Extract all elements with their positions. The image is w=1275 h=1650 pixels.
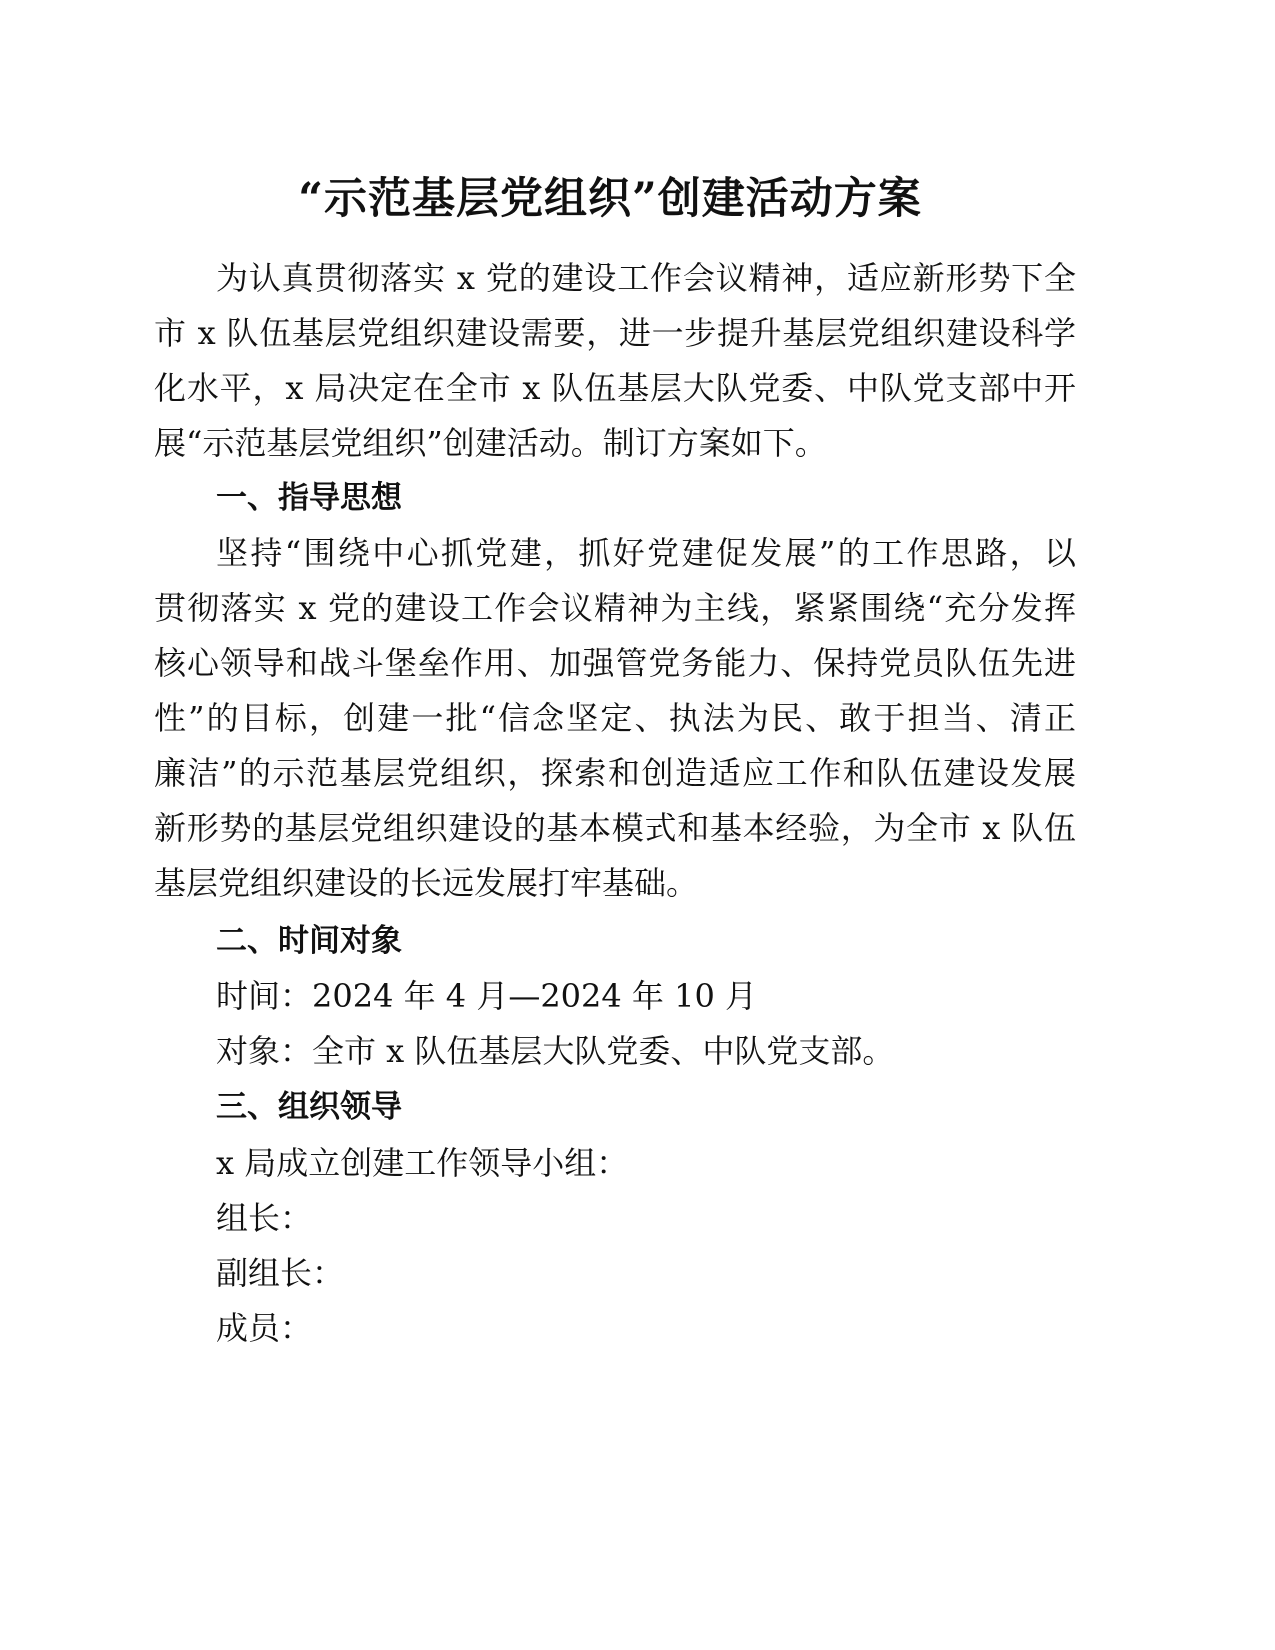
section1-line-3: 核心领导和战斗堡垒作用、加强管党务能力、保持党员队伍先进 <box>154 644 1076 682</box>
section-heading-time-target: 二、时间对象 <box>216 923 402 959</box>
section1-line-1: 坚持“围绕中心抓党建，抓好党建促发展”的工作思路，以 <box>216 534 1076 572</box>
section1-line-2: 贯彻落实 x 党的建设工作会议精神为主线，紧紧围绕“充分发挥 <box>154 589 1076 627</box>
intro-line-1: 为认真贯彻落实 x 党的建设工作会议精神，适应新形势下全 <box>216 259 1076 297</box>
section1-line-7: 基层党组织建设的长远发展打牢基础。 <box>154 864 699 902</box>
time-line: 时间：2024 年 4 月—2024 年 10 月 <box>216 977 757 1015</box>
group-leader-line: 组长： <box>216 1199 313 1237</box>
section1-line-5: 廉洁”的示范基层党组织，探索和创造适应工作和队伍建设发展 <box>154 754 1076 792</box>
document-title: “示范基层党组织”创建活动方案 <box>298 174 922 224</box>
section1-line-6: 新形势的基层党组织建设的基本模式和基本经验，为全市 x 队伍 <box>154 809 1076 847</box>
members-line: 成员： <box>216 1309 313 1347</box>
section1-line-4: 性”的目标，创建一批“信念坚定、执法为民、敢于担当、清正 <box>154 699 1076 737</box>
section-heading-guiding-ideology: 一、指导思想 <box>216 480 402 516</box>
target-line: 对象：全市 x 队伍基层大队党委、中队党支部。 <box>216 1032 895 1070</box>
intro-line-3: 化水平，x 局决定在全市 x 队伍基层大队党委、中队党支部中开 <box>154 369 1076 407</box>
leading-group-intro: x 局成立创建工作领导小组： <box>216 1144 629 1182</box>
intro-line-4: 展“示范基层党组织”创建活动。制订方案如下。 <box>154 424 827 462</box>
section-heading-organization: 三、组织领导 <box>216 1089 402 1125</box>
deputy-leader-line: 副组长： <box>216 1254 345 1292</box>
intro-line-2: 市 x 队伍基层党组织建设需要，进一步提升基层党组织建设科学 <box>154 314 1076 352</box>
